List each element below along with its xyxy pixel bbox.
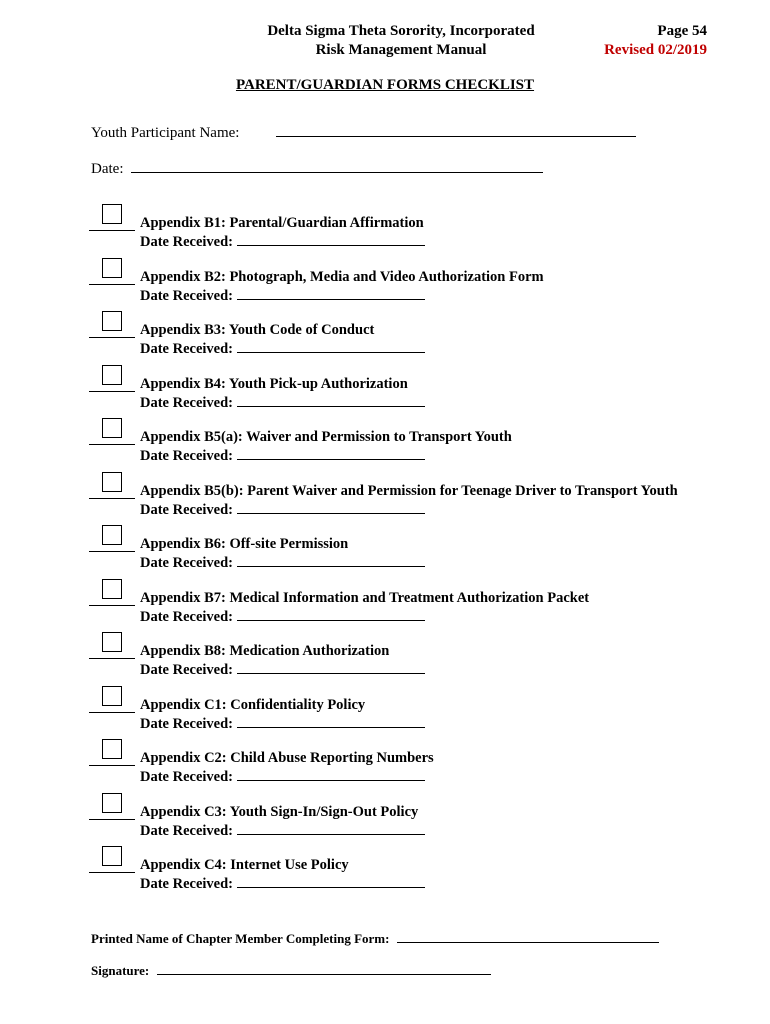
date-received-field[interactable] (237, 554, 425, 567)
date-received-label: Date Received: (140, 608, 233, 625)
date-received-field[interactable] (237, 340, 425, 353)
check-underline (89, 658, 135, 659)
check-underline (89, 444, 135, 445)
page-title: PARENT/GUARDIAN FORMS CHECKLIST (235, 77, 535, 93)
checklist-item (89, 789, 729, 843)
date-received-field[interactable] (237, 501, 425, 514)
date-received-field[interactable] (237, 608, 425, 621)
checklist-item (89, 468, 729, 522)
appendix-label: Appendix B5(a): Waiver and Permission to Transport Youth (140, 429, 512, 445)
date-received-label: Date Received: (140, 448, 233, 464)
checklist-item (89, 521, 729, 575)
date-received-label: Date Received: (140, 822, 233, 839)
date-received-field[interactable] (237, 394, 425, 407)
date-received-row (140, 554, 425, 572)
date-received-row (140, 287, 425, 305)
checkbox[interactable] (102, 204, 122, 224)
date-received-label: Date Received: (140, 715, 233, 732)
appendix-label: Appendix B4: Youth Pick-up Authorization (140, 375, 408, 392)
date-received-label: Date Received: (140, 662, 233, 678)
participant-name-field[interactable] (276, 124, 636, 137)
checkbox[interactable] (102, 579, 122, 599)
date-row (91, 160, 543, 178)
page-info (604, 22, 707, 60)
date-received-row (140, 661, 425, 679)
forms-checklist (89, 200, 729, 896)
date-received-label: Date Received: (140, 769, 233, 785)
signature-label: Signature: (91, 963, 150, 978)
date-received-label: Date Received: (140, 555, 233, 571)
date-received-field[interactable] (237, 875, 425, 888)
checkbox[interactable] (102, 686, 122, 706)
checkbox[interactable] (102, 739, 122, 759)
manual-name: Risk Management Manual (315, 42, 487, 58)
date-received-row (140, 875, 425, 893)
date-label: Date: (91, 161, 124, 177)
date-received-row (140, 340, 425, 358)
appendix-label: Appendix B1: Parental/Guardian Affirmation (140, 215, 424, 231)
date-received-field[interactable] (237, 287, 425, 300)
check-underline (89, 765, 135, 766)
date-received-field[interactable] (237, 233, 425, 246)
date-received-row (140, 447, 425, 465)
check-underline (89, 819, 135, 820)
check-underline (89, 391, 135, 392)
checklist-item (89, 842, 729, 896)
date-received-row (140, 233, 425, 251)
checklist-item (89, 200, 729, 254)
check-underline (89, 872, 135, 873)
appendix-label: Appendix B2: Photograph, Media and Video Authorization Form (140, 268, 544, 285)
participant-name-row (91, 124, 636, 142)
checklist-item (89, 575, 729, 629)
date-received-field[interactable] (237, 661, 425, 674)
check-underline (89, 230, 135, 231)
printed-name-field[interactable] (397, 932, 659, 943)
date-received-row (140, 768, 425, 786)
appendix-label: Appendix B6: Off-site Permission (140, 536, 349, 552)
date-received-row (140, 822, 425, 840)
checkbox[interactable] (102, 793, 122, 813)
appendix-label: Appendix C4: Internet Use Policy (140, 857, 349, 873)
checklist-item (89, 628, 729, 682)
checkbox[interactable] (102, 525, 122, 545)
appendix-label: Appendix C3: Youth Sign-In/Sign-Out Policy (140, 803, 419, 820)
revision-date: Revised 02/2019 (604, 42, 707, 58)
date-received-row (140, 501, 425, 519)
date-received-row (140, 394, 425, 412)
printed-name-row (91, 931, 659, 947)
check-underline (89, 712, 135, 713)
printed-name-label: Printed Name of Chapter Member Completing Form: (91, 931, 390, 946)
date-received-label: Date Received: (140, 341, 233, 357)
checkbox[interactable] (102, 418, 122, 438)
check-underline (89, 337, 135, 338)
checkbox[interactable] (102, 311, 122, 331)
document-header (228, 22, 574, 60)
date-received-row (140, 608, 425, 626)
check-underline (89, 284, 135, 285)
checklist-item (89, 735, 729, 789)
date-received-field[interactable] (237, 447, 425, 460)
check-underline (89, 551, 135, 552)
date-received-field[interactable] (237, 768, 425, 781)
checkbox[interactable] (102, 846, 122, 866)
checkbox[interactable] (102, 365, 122, 385)
checkbox[interactable] (102, 472, 122, 492)
checklist-item (89, 307, 729, 361)
signature-row (91, 963, 491, 979)
participant-name-label: Youth Participant Name: (91, 125, 240, 141)
appendix-label: Appendix B7: Medical Information and Treatment Authorization Packet (140, 589, 590, 606)
appendix-label: Appendix B3: Youth Code of Conduct (140, 322, 375, 338)
appendix-label: Appendix C2: Child Abuse Reporting Numbers (140, 750, 434, 766)
checklist-item (89, 361, 729, 415)
appendix-label: Appendix C1: Confidentiality Policy (140, 696, 366, 713)
appendix-label: Appendix B8: Medication Authorization (140, 643, 390, 659)
date-field[interactable] (131, 160, 543, 173)
date-received-label: Date Received: (140, 876, 233, 892)
checkbox[interactable] (102, 632, 122, 652)
date-received-label: Date Received: (140, 234, 233, 250)
check-underline (89, 498, 135, 499)
date-received-label: Date Received: (140, 287, 233, 304)
date-received-label: Date Received: (140, 394, 233, 411)
checklist-item (89, 254, 729, 308)
page-number: Page 54 (657, 23, 707, 39)
checklist-item (89, 414, 729, 468)
checklist-item (89, 682, 729, 736)
appendix-label: Appendix B5(b): Parent Waiver and Permission for Teenage Driver to Transport Youth (140, 482, 678, 499)
check-underline (89, 605, 135, 606)
date-received-field[interactable] (237, 715, 425, 728)
checkbox[interactable] (102, 258, 122, 278)
signature-field[interactable] (157, 964, 491, 975)
date-received-field[interactable] (237, 822, 425, 835)
organization-name: Delta Sigma Theta Sorority, Incorporated (267, 23, 535, 39)
date-received-row (140, 715, 425, 733)
date-received-label: Date Received: (140, 501, 233, 518)
